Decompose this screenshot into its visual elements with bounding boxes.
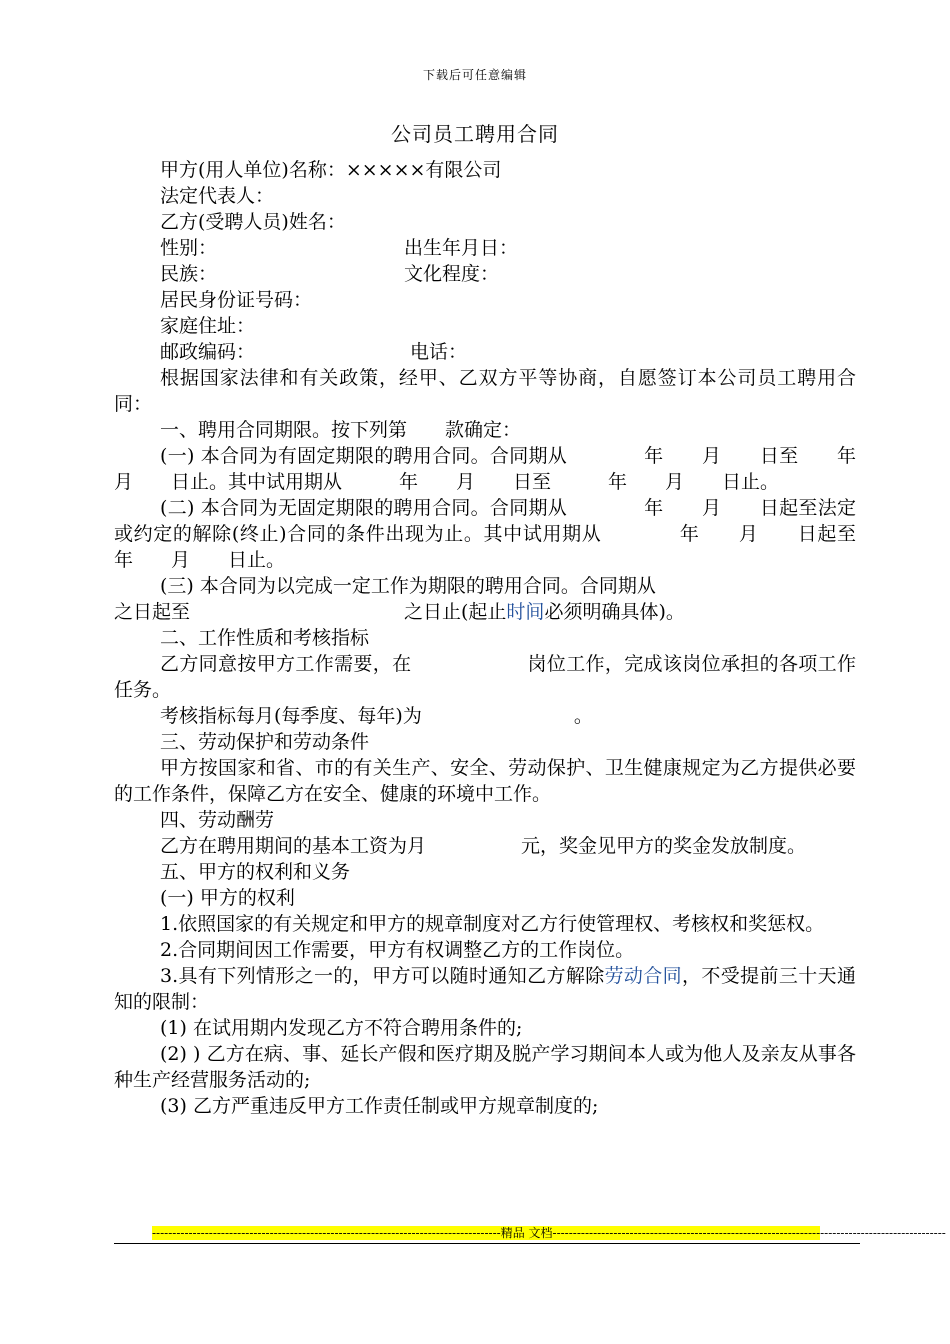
party-b-name: 乙方(受聘人员)姓名：: [160, 211, 346, 233]
clause-1-3-line2: [114, 599, 856, 625]
page-header: 下载后可任意编辑: [422, 68, 527, 82]
contract-body: [114, 157, 933, 1119]
clause-5-1-heading: (一) 甲方的权利: [160, 887, 295, 909]
clause-1-3-line1: (三) 本合同为以完成一定工作为期限的聘用合同。合同期从: [160, 575, 656, 597]
gender-birth-row: [114, 235, 856, 261]
clause-5-1-3-item-2: (2) ) 乙方在病、事、延长产假和医疗期及脱产学习期间本人或为他人及亲友从事各种生产经营服务活动的;: [114, 1043, 856, 1091]
clause-5-1-3: [114, 963, 856, 1015]
document-title: 公司员工聘用合同: [391, 122, 559, 146]
ethnicity-label: 民族：: [160, 263, 218, 285]
education-label: 文化程度：: [404, 263, 500, 285]
clause-5-1-3-item-1: (1) 在试用期内发现乙方不符合聘用条件的;: [160, 1017, 523, 1039]
gender-label: 性别：: [160, 237, 218, 259]
clause-1-3-end-text: 之日止(起止: [404, 601, 507, 623]
clause-1-1: (一) 本合同为有固定期限的聘用合同。合同期从 年 月 日至 年 月 日止。其中试用期从 年 月 日至 年 月 日止。: [114, 445, 895, 493]
clause-2-2: 考核指标每月(每季度、每年)为 。: [160, 705, 593, 727]
clause-2-1: 乙方同意按甲方工作需要，在 岗位工作，完成该岗位承担的各项工作任务。: [114, 653, 856, 701]
clause-5-1-1: 1.依照国家的有关规定和甲方的规章制度对乙方行使管理权、考核权和奖惩权。: [160, 913, 825, 935]
id-number: 居民身份证号码：: [160, 289, 313, 311]
clause-3-1: 甲方按国家和省、市的有关生产、安全、劳动保护、卫生健康规定为乙方提供必要的工作条件，保障乙方在安全、健康的环境中工作。: [114, 757, 856, 805]
footer-divider: [114, 1243, 860, 1244]
clause-4-1: 乙方在聘用期间的基本工资为月 元，奖金见甲方的奖金发放制度。: [160, 835, 807, 857]
postcode-label: 邮政编码：: [160, 341, 256, 363]
legal-representative: 法定代表人：: [160, 185, 275, 207]
section-5-heading: 五、甲方的权利和义务: [160, 861, 351, 883]
clause-1-3-start: 之日起至: [114, 601, 191, 623]
section-4-heading: 四、劳动酬劳: [160, 809, 275, 831]
postcode-phone-row: [114, 339, 856, 365]
time-link[interactable]: 时间: [506, 601, 545, 623]
clause-5-1-3-end: ，不受提前三十天通知的限制：: [114, 965, 856, 1013]
clause-5-1-3-start: 3.具有下列情形之一的，甲方可以随时通知乙方解除: [160, 965, 605, 987]
section-1-heading: 一、聘用合同期限。按下列第 款确定：: [160, 419, 522, 441]
section-2-heading: 二、工作性质和考核指标: [160, 627, 370, 649]
clause-1-2: (二) 本合同为无固定期限的聘用合同。合同期从 年 月 日起至法定或约定的解除(终止)合同的条件出现为止。其中试用期从 年 月 日起至 年 月 日止。: [114, 497, 933, 571]
clause-5-1-2: 2.合同期间因工作需要，甲方有权调整乙方的工作岗位。: [160, 939, 635, 961]
clause-1-3-end: [404, 599, 685, 625]
ethnicity-education-row: [114, 261, 856, 287]
labor-contract-link[interactable]: 劳动合同: [604, 965, 683, 987]
section-3-heading: 三、劳动保护和劳动条件: [160, 731, 370, 753]
clause-1-3-end-tail: 必须明确具体)。: [544, 601, 685, 623]
birthdate-label: 出生年月日：: [404, 237, 519, 259]
phone-label: 电话：: [410, 341, 468, 363]
footer-banner: --------------------------------------------------------------------------------------精品 文档-------------------------------------------------------------------------------------------------: [152, 1226, 946, 1240]
home-address: 家庭住址：: [160, 315, 256, 337]
clause-5-1-3-item-3: (3) 乙方严重违反甲方工作责任制或甲方规章制度的;: [160, 1095, 599, 1117]
party-a-name: 甲方(用人单位)名称：×××××有限公司: [160, 159, 502, 181]
preamble: 根据国家法律和有关政策，经甲、乙双方平等协商，自愿签订本公司员工聘用合同：: [114, 367, 856, 415]
